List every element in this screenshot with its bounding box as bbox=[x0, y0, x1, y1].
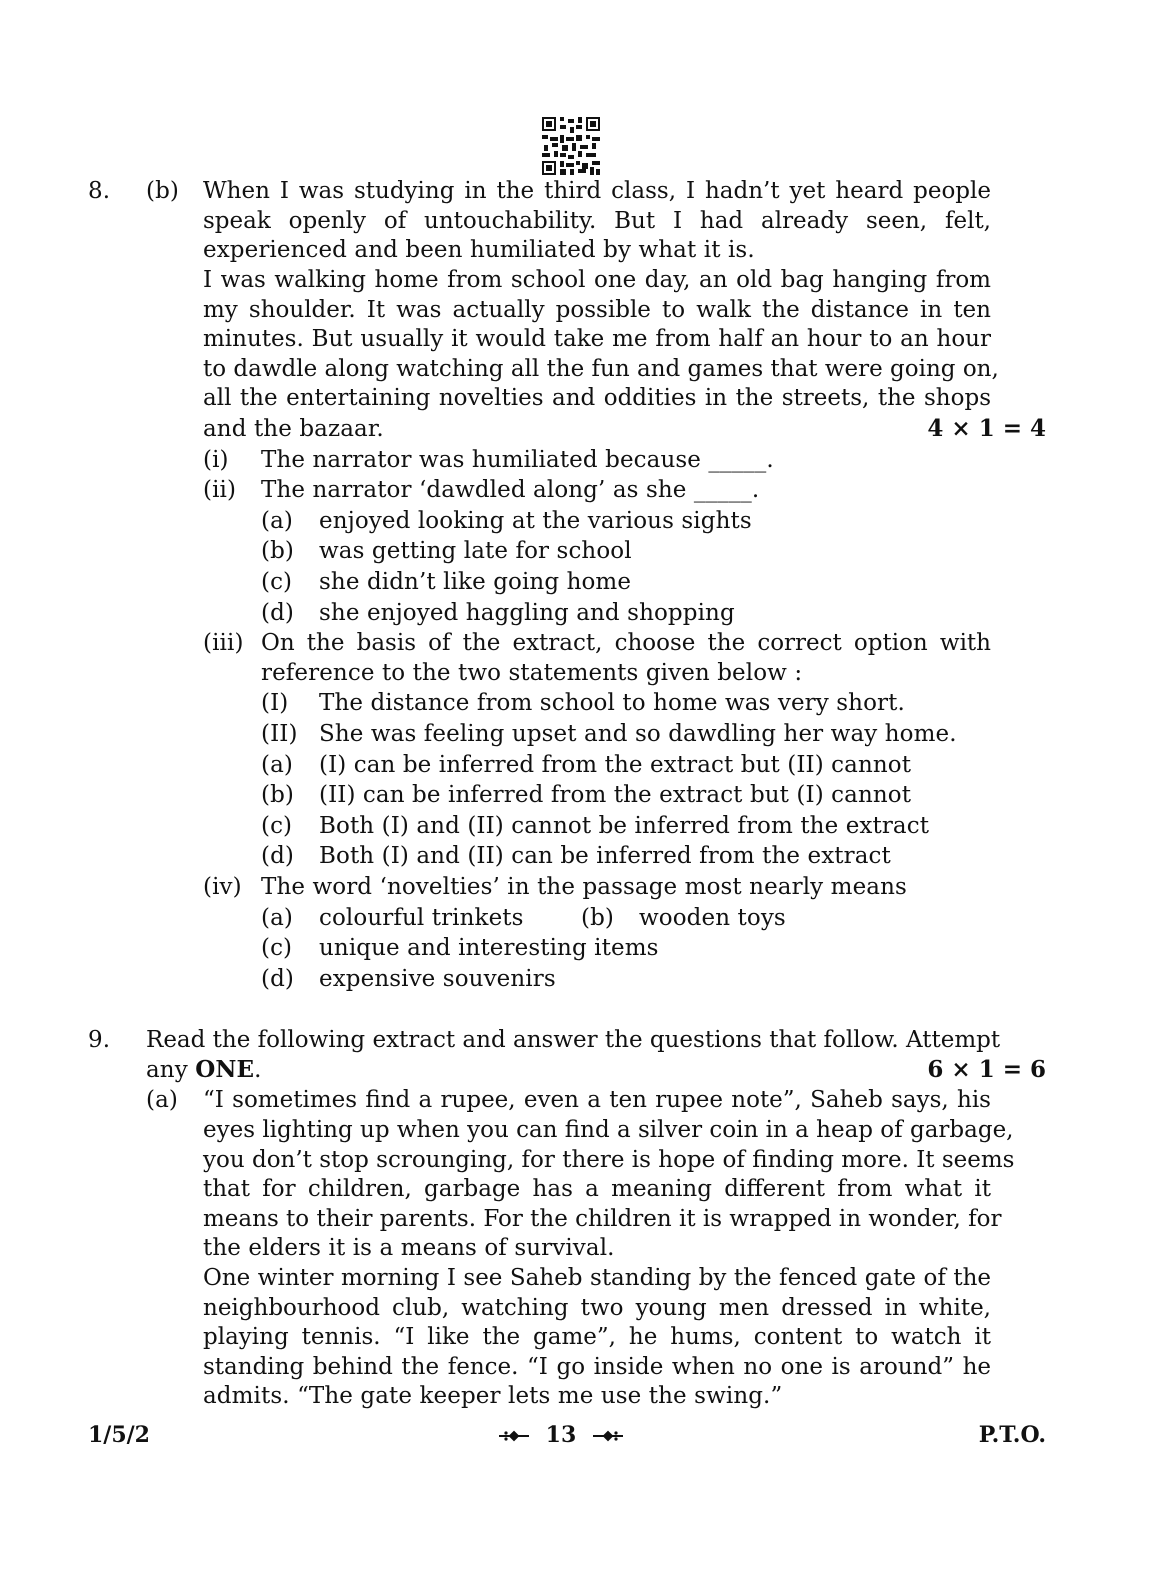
passage-line: I was walking home from school one day, an old bag hanging from bbox=[203, 267, 991, 293]
option-text: was getting late for school bbox=[319, 538, 632, 564]
statement-label: (II) bbox=[261, 721, 298, 747]
question-8-part-b: (b) bbox=[146, 178, 179, 204]
ornament-left-icon bbox=[498, 1429, 530, 1443]
option-text: enjoyed looking at the various sights bbox=[319, 508, 752, 534]
passage-line: experienced and been humiliated by what it is. bbox=[203, 237, 755, 263]
question-8-number: 8. bbox=[88, 178, 111, 204]
passage-line: admits. “The gate keeper lets me use the swing.” bbox=[203, 1383, 783, 1409]
passage-line: that for children, garbage has a meaning different from what it bbox=[203, 1176, 991, 1202]
passage-line: my shoulder. It was actually possible to walk the distance in ten bbox=[203, 297, 991, 323]
subquestion-text: reference to the two statements given below : bbox=[261, 660, 803, 686]
option-text: expensive souvenirs bbox=[319, 966, 556, 992]
passage-line: “I sometimes find a rupee, even a ten rupee note”, Saheb says, his bbox=[203, 1087, 991, 1113]
subquestion-text: On the basis of the extract, choose the correct option with bbox=[261, 630, 991, 656]
passage-line: and the bazaar. bbox=[203, 416, 384, 442]
passage-line: you don’t stop scrounging, for there is hope of finding more. It seems bbox=[203, 1147, 1015, 1173]
passage-line: all the entertaining novelties and oddities in the streets, the shops bbox=[203, 385, 991, 411]
question-9-number: 9. bbox=[88, 1027, 111, 1053]
passage-line: speak openly of untouchability. But I had already seen, felt, bbox=[203, 208, 991, 234]
passage-line: means to their parents. For the children it is wrapped in wonder, for bbox=[203, 1206, 1002, 1232]
subquestion-number: (iii) bbox=[203, 630, 244, 656]
passage-line: One winter morning I see Saheb standing by the fenced gate of the bbox=[203, 1265, 991, 1291]
option-label: (b) bbox=[261, 538, 294, 564]
option-label: (a) bbox=[261, 508, 293, 534]
subquestion-number: (iv) bbox=[203, 874, 242, 900]
option-text: Both (I) and (II) cannot be inferred from the extract bbox=[319, 813, 930, 839]
option-label: (a) bbox=[261, 752, 293, 778]
option-text: she enjoyed haggling and shopping bbox=[319, 600, 735, 626]
page-number: 13 bbox=[545, 1422, 577, 1448]
paper-code: 1/5/2 bbox=[88, 1422, 150, 1448]
statement-label: (I) bbox=[261, 690, 289, 716]
page-number-block bbox=[498, 1420, 624, 1450]
option-text: Both (I) and (II) can be inferred from the extract bbox=[319, 843, 891, 869]
passage-line: standing behind the fence. “I go inside when no one is around” he bbox=[203, 1354, 991, 1380]
question-9-instruction-line2: any ONE. bbox=[146, 1056, 262, 1083]
statement-text: The distance from school to home was very short. bbox=[319, 690, 905, 716]
option-text: wooden toys bbox=[639, 905, 786, 931]
ornament-right-icon bbox=[592, 1429, 624, 1443]
option-text: she didn’t like going home bbox=[319, 569, 632, 595]
please-turn-over: P.T.O. bbox=[978, 1422, 1046, 1448]
qr-code-icon bbox=[542, 117, 600, 175]
subquestion-number: (ii) bbox=[203, 477, 237, 503]
option-label: (c) bbox=[261, 813, 293, 839]
passage-line: minutes. But usually it would take me from half an hour to an hour bbox=[203, 326, 991, 352]
question-9-part-a: (a) bbox=[146, 1087, 178, 1113]
marks-allocation: 4 × 1 = 4 bbox=[927, 415, 1046, 442]
option-label: (d) bbox=[261, 843, 294, 869]
passage-line: the elders it is a means of survival. bbox=[203, 1235, 615, 1261]
option-label: (b) bbox=[261, 782, 294, 808]
subquestion-number: (i) bbox=[203, 447, 229, 473]
option-label: (c) bbox=[261, 569, 293, 595]
passage-line: neighbourhood club, watching two young men dressed in white, bbox=[203, 1295, 991, 1321]
option-label: (d) bbox=[261, 966, 294, 992]
subquestion-text: The word ‘novelties’ in the passage most nearly means bbox=[261, 874, 907, 900]
subquestion-text: The narrator was humiliated because _____. bbox=[261, 447, 774, 473]
option-text: (I) can be inferred from the extract but (II) cannot bbox=[319, 752, 912, 778]
question-9-instruction: Read the following extract and answer the questions that follow. Attempt bbox=[146, 1027, 1001, 1053]
marks-allocation: 6 × 1 = 6 bbox=[927, 1056, 1046, 1083]
statement-text: She was feeling upset and so dawdling her way home. bbox=[319, 721, 957, 747]
option-label: (d) bbox=[261, 600, 294, 626]
option-text: (II) can be inferred from the extract but (I) cannot bbox=[319, 782, 912, 808]
passage-line: eyes lighting up when you can find a silver coin in a heap of garbage, bbox=[203, 1117, 1014, 1143]
option-text: unique and interesting items bbox=[319, 935, 659, 961]
subquestion-text: The narrator ‘dawdled along’ as she _____. bbox=[261, 477, 760, 503]
passage-line: When I was studying in the third class, I hadn’t yet heard people bbox=[203, 178, 991, 204]
option-label: (b) bbox=[581, 905, 614, 931]
option-label: (a) bbox=[261, 905, 293, 931]
option-text: colourful trinkets bbox=[319, 905, 524, 931]
option-label: (c) bbox=[261, 935, 293, 961]
passage-line: playing tennis. “I like the game”, he hums, content to watch it bbox=[203, 1324, 991, 1350]
passage-line: to dawdle along watching all the fun and games that were going on, bbox=[203, 356, 999, 382]
